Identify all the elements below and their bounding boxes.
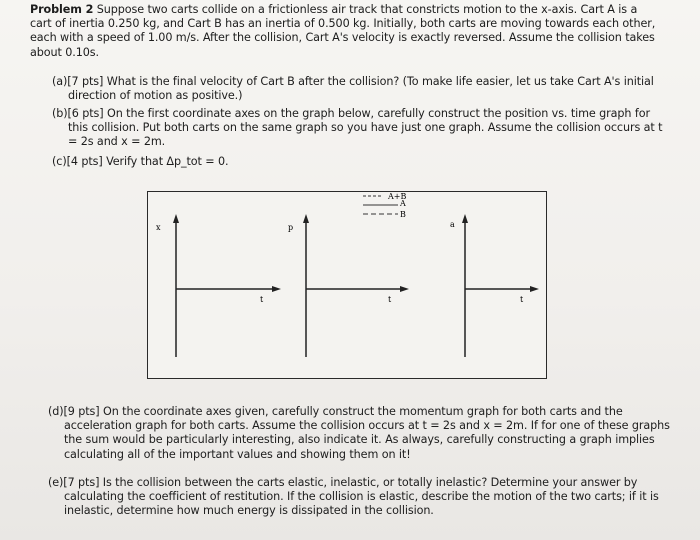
axes-2-y-label: p	[288, 223, 294, 232]
part-b-label: (b)[6 pts]	[52, 107, 104, 120]
legend-label-sum: A+B	[388, 192, 407, 201]
axes-1-y-label: x	[156, 223, 161, 232]
legend-label-a: A	[400, 199, 406, 208]
part-b-text: On the first coordinate axes on the graph below, carefully construct the position vs. time graph for this collision. Put both carts on the same graph so you have just one graph. Assume the collision occurs at t = 2s and x = 2m.	[68, 107, 663, 149]
part-d-label: (d)[9 pts]	[48, 405, 100, 418]
axes-2	[288, 214, 409, 357]
part-c-text: Verify that Δp_tot = 0.	[102, 155, 229, 168]
part-c-label: (c)[4 pts]	[52, 155, 103, 168]
part-a-text: What is the final velocity of Cart B after the collision? (To make life easier, let us take Cart A's initial direction of motion as positive.)	[68, 75, 654, 103]
part-d	[48, 405, 680, 462]
legend-label-b: B	[400, 210, 406, 219]
part-c	[52, 155, 672, 169]
part-a	[52, 75, 672, 103]
axes-2-x-label: t	[388, 295, 392, 304]
part-a-label: (a)[7 pts]	[52, 75, 104, 88]
axes-3	[450, 214, 539, 357]
part-e-label: (e)[7 pts]	[48, 476, 100, 489]
part-e	[48, 476, 680, 519]
coordinate-axes-panel	[147, 191, 547, 379]
part-d-text: On the coordinate axes given, carefully construct the momentum graph for both carts and the acceleration graph for both carts. Assume the collision occurs at t = 2s and x = 2m. If for one of these graphs the sum would be particularly interesting, also indicate it. As always, carefully constructing a graph implies calculating all of the important values and showing them on it!	[64, 405, 670, 461]
part-b	[52, 107, 672, 150]
axes-3-x-label: t	[520, 295, 524, 304]
axes-drawing	[148, 192, 546, 378]
axes-1	[156, 214, 281, 357]
axes-3-y-label: a	[450, 220, 455, 229]
part-e-text: Is the collision between the carts elastic, inelastic, or totally inelastic? Determine your answer by calculating the coefficient of restitution. If the collision is elastic, describe the motion of the two carts; if it is inelastic, determine how much energy is dissipated in the collision.	[64, 476, 659, 518]
axes-1-x-label: t	[260, 295, 264, 304]
problem-title: Problem 2	[30, 3, 94, 16]
legend	[363, 192, 406, 219]
problem-intro: Problem 2 Suppose two carts collide on a frictionless air track that constricts motion to the x-axis. Cart A is a cart of inertia 0.250 kg, and Cart B has an inertia of 0.500 kg. Initially, both carts are moving towards each other, each with a speed of 1.00 m/s. After the collision, Cart A's velocity is exactly reversed. Assume the collision takes about 0.10s.	[30, 3, 656, 59]
